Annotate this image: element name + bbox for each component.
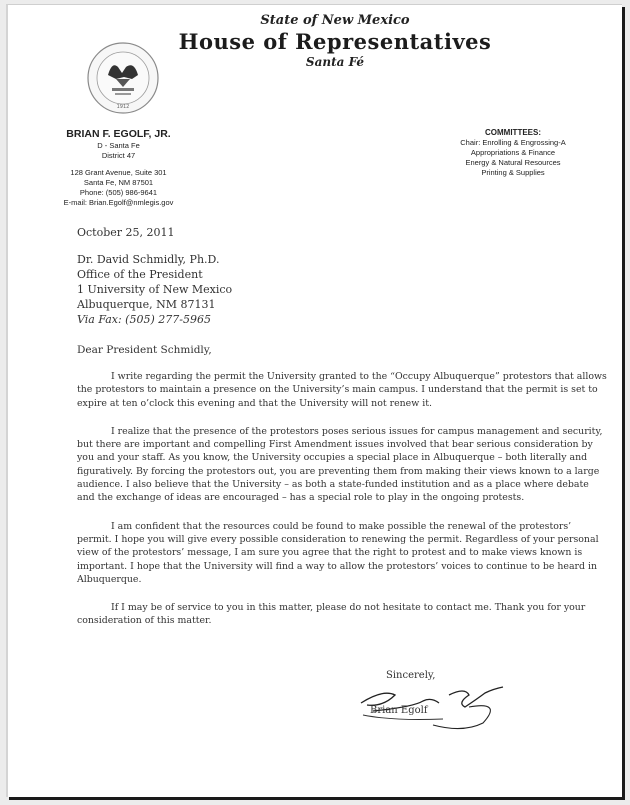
committee-item: Printing & Supplies	[481, 168, 545, 177]
committees-heading: COMMITTEES:	[485, 128, 541, 137]
signature-name: Brian Egolf	[370, 705, 428, 716]
representative-name: BRIAN F. EGOLF, JR.	[66, 128, 171, 140]
representative-party: D - Santa Fe	[97, 141, 140, 150]
paragraph: If I may be of service to you in this matter, please do not hesitate to contact me. Thank you for your consideration of this matter.	[77, 602, 586, 627]
recipient-line: Dr. David Schmidly, Ph.D.	[77, 253, 220, 266]
recipient-line: Office of the President	[77, 268, 203, 281]
letter-page	[6, 4, 622, 797]
paragraph: I realize that the presence of the protestors poses serious issues for campus management and security, but there are important and compelling First Amendment issues involved that bear serious consideration by you and your staff. As you know, the University occupies a special place in Albuquerque – both literally and figuratively. By forcing the protestors out, you are preventing them from making their views known to a large audience. I also believe that the University – as both a state-funded institution and as a place where debate and the exchange of ideas are encouraged – has a special role to play in the ongoing protests.	[77, 425, 603, 504]
committee-item: Appropriations & Finance	[470, 148, 556, 157]
representative-district: District 47	[101, 151, 136, 160]
office-email: E-mail: Brian.Egolf@nmlegis.gov	[63, 198, 174, 207]
letter-body	[77, 226, 607, 628]
committee-item: Chair: Enrolling & Engrossing-A	[460, 138, 566, 147]
paragraph: I write regarding the permit the University granted to the “Occupy Albuquerque” protestors that allows the protestors to maintain a presence on the University’s main campus. I understand that the permit is set to expire at ten o’clock this evening and that the University will not renew it.	[77, 371, 607, 409]
representative-info	[36, 128, 201, 208]
recipient-line: 1 University of New Mexico	[77, 283, 233, 296]
letterhead-house: House of Representatives	[178, 29, 492, 54]
recipient-address	[77, 252, 607, 327]
office-address-line1: 128 Grant Avenue, Suite 301	[70, 168, 167, 177]
svg-text:1912: 1912	[116, 104, 130, 110]
letterhead-city: Santa Fé	[305, 55, 365, 69]
recipient-fax: Via Fax: (505) 277-5965	[77, 313, 211, 326]
office-phone: Phone: (505) 986-9641	[79, 188, 158, 197]
office-address-line2: Santa Fe, NM 87501	[83, 178, 154, 187]
letterhead-state: State of New Mexico	[260, 13, 410, 28]
paragraph: I am confident that the resources could be found to make possible the renewal of the protestors’ permit. I hope you will give every possible consideration to renewing the permit. Regardless of your personal view of the protestors’ message, I am sure you agree that the right to protest and to make views known is important. I hope that the University will find a way to allow the protestors’ voices to continue to be heard in Albuquerque.	[77, 520, 599, 585]
salutation: Dear President Schmidly,	[77, 344, 212, 356]
closing: Sincerely,	[386, 670, 436, 681]
committee-item: Energy & Natural Resources	[465, 158, 561, 167]
letter-date: October 25, 2011	[77, 226, 175, 239]
committees-block	[433, 128, 593, 178]
recipient-line: Albuquerque, NM 87131	[77, 298, 216, 311]
